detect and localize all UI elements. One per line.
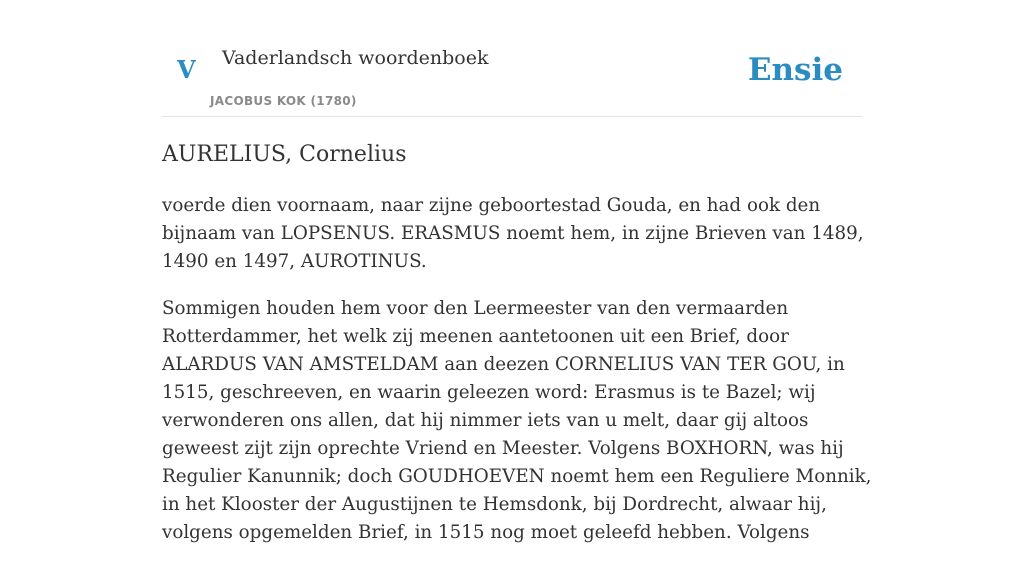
- ensie-logo[interactable]: Ensie: [747, 52, 843, 88]
- entry-title: AURELIUS, Cornelius: [162, 142, 407, 167]
- entry-body: [162, 192, 874, 566]
- dictionary-title[interactable]: Vaderlandsch woordenboek: [222, 47, 489, 69]
- entry-paragraph: voerde dien voornaam, naar zijne geboortestad Gouda, en had ook den bijnaam van LOPSENUS. ERASMUS noemt hem, in zijne Brieven van 1489, 1490 en 1497, AUROTINUS.: [162, 195, 864, 272]
- dictionary-author: JACOBUS KOK (1780): [210, 94, 357, 108]
- letter-index[interactable]: V: [177, 55, 196, 84]
- entry-paragraph: Sommigen houden hem voor den Leermeester van den vermaarden Rotterdammer, het welk zij meenen aantetoonen uit een Brief, door ALARDUS VAN AMSTELDAM aan deezen CORNELIUS VAN TER GOU, in 1515, geschreeven, en waarin geleezen word: Erasmus is te Bazel; wij verwonderen ons allen, dat hij nimmer iets van u melt, daar gij altoos geweest zijt zijn oprechte Vriend en Meester. Volgens BOXHORN, was hij Regulier Kanunnik; doch GOUDHOEVEN noemt hem een Reguliere Monnik, in het Klooster der Augustijnen te Hemsdonk, bij Dordrecht, alwaar hij, volgens opgemelden Brief, in 1515 nog moet geleefd hebben. Volgens: [162, 298, 872, 543]
- page-header: [162, 0, 862, 117]
